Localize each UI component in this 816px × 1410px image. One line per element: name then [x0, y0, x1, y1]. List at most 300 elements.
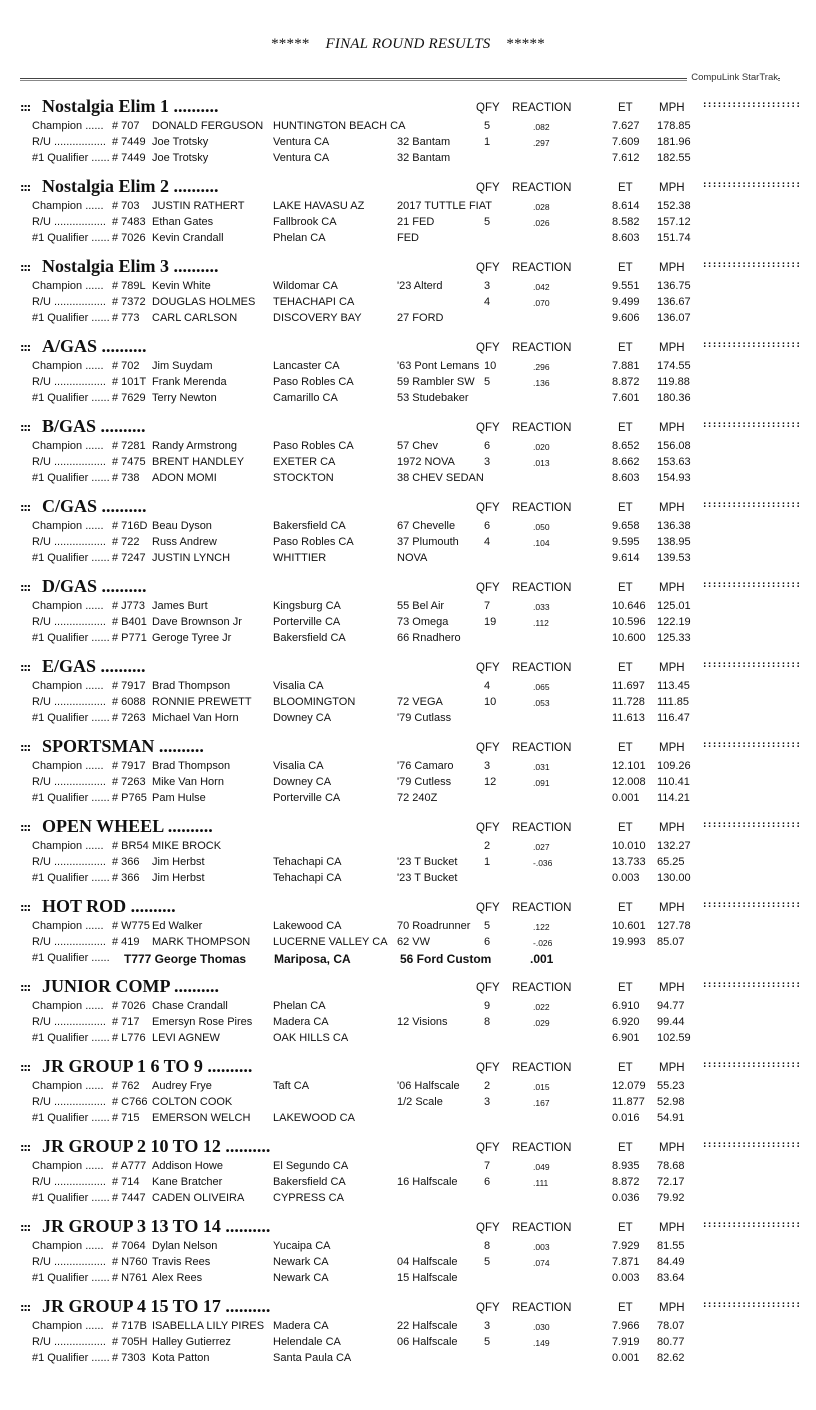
- header-reaction: REACTION: [512, 262, 572, 274]
- header-mph: MPH: [659, 982, 685, 994]
- result-row: [0, 280, 816, 296]
- hometown: Lancaster CA: [273, 360, 340, 372]
- reaction-time: .015: [533, 1082, 550, 1092]
- result-row: [0, 440, 816, 456]
- elapsed-time: 7.919: [612, 1336, 640, 1348]
- class-name: E/GAS ..........: [42, 656, 146, 676]
- vehicle: 12 Visions: [397, 1016, 448, 1028]
- car-number: # 707: [112, 120, 140, 132]
- grip-icon: :::: [20, 341, 31, 354]
- driver-name: MIKE BROCK: [152, 840, 222, 852]
- car-number: # 7483: [112, 216, 146, 228]
- hometown: Paso Robles CA: [273, 376, 354, 388]
- elapsed-time: 7.871: [612, 1256, 640, 1268]
- hometown: HUNTINGTON BEACH CA: [273, 120, 406, 132]
- speed-mph: 110.41: [657, 776, 690, 788]
- speed-mph: 72.17: [657, 1176, 685, 1188]
- hometown: Bakersfield CA: [273, 520, 346, 532]
- header-mph: MPH: [659, 102, 685, 114]
- hometown: Paso Robles CA: [273, 440, 354, 452]
- driver-name: ISABELLA LILY PIRES: [152, 1320, 265, 1332]
- finish-position: Champion ......: [32, 1320, 104, 1332]
- qualify-position: 19: [484, 616, 497, 628]
- hometown: BLOOMINGTON: [273, 696, 356, 708]
- speed-mph: 99.44: [657, 1016, 685, 1028]
- speed-mph: 181.96: [657, 136, 691, 148]
- section-header: [0, 336, 816, 358]
- finish-position: R/U .................: [32, 776, 106, 788]
- finish-position: Champion ......: [32, 120, 104, 132]
- header-qfy: QFY: [476, 902, 500, 914]
- elapsed-time: 12.101: [612, 760, 646, 772]
- driver-name: Pam Hulse: [152, 792, 206, 804]
- result-row: [0, 456, 816, 472]
- hometown: TEHACHAPI CA: [273, 296, 355, 308]
- elapsed-time: 8.603: [612, 472, 640, 484]
- elapsed-time: 7.627: [612, 120, 640, 132]
- header-reaction: REACTION: [512, 1302, 572, 1314]
- class-name: A/GAS ..........: [42, 336, 147, 356]
- qualify-position: 5: [484, 1256, 491, 1268]
- dot-grid-decoration: ::::::::::::::::::::: [702, 900, 801, 910]
- reaction-time: .049: [533, 1162, 550, 1172]
- finish-position: Champion ......: [32, 1240, 104, 1252]
- finish-position: #1 Qualifier ......: [32, 1272, 110, 1284]
- header-reaction: REACTION: [512, 502, 572, 514]
- header-et: ET: [618, 102, 633, 114]
- elapsed-time: 8.652: [612, 440, 640, 452]
- driver-name: CADEN OLIVEIRA: [152, 1192, 245, 1204]
- hometown: Kingsburg CA: [273, 600, 341, 612]
- vehicle: '23 T Bucket: [397, 856, 458, 868]
- vehicle: 72 VEGA: [397, 696, 443, 708]
- elapsed-time: 6.901: [612, 1032, 640, 1044]
- driver-name: Frank Merenda: [152, 376, 227, 388]
- elapsed-time: 11.697: [612, 680, 645, 692]
- result-row: [0, 840, 816, 856]
- title-stars-left: *****: [271, 36, 310, 52]
- driver-name: Kota Patton: [152, 1352, 210, 1364]
- speed-mph: 102.59: [657, 1032, 691, 1044]
- elapsed-time: 9.614: [612, 552, 640, 564]
- driver-name: Brad Thompson: [152, 680, 231, 692]
- reaction-time: .070: [533, 298, 550, 308]
- car-number: # 7263: [112, 712, 146, 724]
- car-number: # 705H: [112, 1336, 148, 1348]
- header-mph: MPH: [659, 742, 685, 754]
- car-number: # 7263: [112, 776, 146, 788]
- finish-position: #1 Qualifier ......: [32, 952, 110, 964]
- result-row: [0, 1240, 816, 1256]
- elapsed-time: 0.003: [612, 1272, 640, 1284]
- finish-position: R/U .................: [32, 1256, 106, 1268]
- result-row: [0, 1272, 816, 1288]
- finish-position: R/U .................: [32, 216, 106, 228]
- dot-grid-decoration: ::::::::::::::::::::: [702, 580, 801, 590]
- hometown: Newark CA: [273, 1272, 329, 1284]
- driver-name: RONNIE PREWETT: [152, 696, 252, 708]
- elapsed-time: 11.613: [612, 712, 645, 724]
- driver-name: BRENT HANDLEY: [152, 456, 245, 468]
- dot-grid-decoration: ::::::::::::::::::::: [702, 740, 801, 750]
- finish-position: #1 Qualifier ......: [32, 632, 110, 644]
- result-row: [0, 600, 816, 616]
- qualify-position: 1: [484, 856, 491, 868]
- hometown: Downey CA: [273, 712, 332, 724]
- header-et: ET: [618, 342, 633, 354]
- finish-position: #1 Qualifier ......: [32, 1032, 110, 1044]
- vehicle: 59 Rambler SW: [397, 376, 475, 388]
- car-number: # 7026: [112, 232, 146, 244]
- class-name: D/GAS ..........: [42, 576, 147, 596]
- dot-grid-decoration: ::::::::::::::::::::: [702, 420, 801, 430]
- grip-icon: :::: [20, 261, 31, 274]
- result-row: [0, 536, 816, 552]
- qualify-position: 3: [484, 1320, 491, 1332]
- speed-mph: 130.00: [657, 872, 691, 884]
- hometown: Ventura CA: [273, 136, 330, 148]
- result-row: [0, 216, 816, 232]
- qualify-position: 3: [484, 280, 491, 292]
- header-et: ET: [618, 1062, 633, 1074]
- dot-grid-decoration: ::::::::::::::::::::: [702, 260, 801, 270]
- header-qfy: QFY: [476, 342, 500, 354]
- header-reaction: REACTION: [512, 822, 572, 834]
- elapsed-time: 6.910: [612, 1000, 640, 1012]
- elapsed-time: 9.499: [612, 296, 640, 308]
- qualify-position: 4: [484, 680, 491, 692]
- car-number: # C766: [112, 1096, 148, 1108]
- grip-icon: :::: [20, 501, 31, 514]
- qualify-position: 4: [484, 536, 491, 548]
- header-reaction: REACTION: [512, 742, 572, 754]
- title-stars-right: *****: [506, 36, 545, 52]
- class-name: OPEN WHEEL ..........: [42, 816, 213, 836]
- grip-icon: :::: [20, 1301, 31, 1314]
- hometown: Paso Robles CA: [273, 536, 354, 548]
- qualify-position: 3: [484, 760, 491, 772]
- dot-grid-decoration: ::::::::::::::::::::: [702, 1220, 801, 1230]
- result-row: [0, 1080, 816, 1096]
- car-number: # 7629: [112, 392, 146, 404]
- header-reaction: REACTION: [512, 102, 572, 114]
- speed-mph: 151.74: [657, 232, 691, 244]
- speed-mph: 79.92: [657, 1192, 685, 1204]
- speed-mph: 55.23: [657, 1080, 685, 1092]
- finish-position: Champion ......: [32, 680, 104, 692]
- speed-mph: 153.63: [657, 456, 691, 468]
- driver-name: Michael Van Horn: [152, 712, 239, 724]
- reaction-time: .112: [533, 618, 549, 628]
- elapsed-time: 10.600: [612, 632, 646, 644]
- header-qfy: QFY: [476, 662, 500, 674]
- grip-icon: :::: [20, 1221, 31, 1234]
- reaction-time: .053: [533, 698, 550, 708]
- header-qfy: QFY: [476, 742, 500, 754]
- finish-position: R/U .................: [32, 616, 106, 628]
- section-header: [0, 96, 816, 118]
- vehicle: '23 Alterd: [397, 280, 443, 292]
- hometown: Ventura CA: [273, 152, 330, 164]
- qualify-position: 6: [484, 936, 491, 948]
- class-section: [0, 1136, 816, 1216]
- header-mph: MPH: [659, 822, 685, 834]
- result-row: [0, 232, 816, 248]
- qualify-position: 6: [484, 440, 491, 452]
- header-mph: MPH: [659, 502, 685, 514]
- result-row: [0, 872, 816, 888]
- elapsed-time: 11.877: [612, 1096, 645, 1108]
- car-number: # 7917: [112, 680, 146, 692]
- section-header: [0, 1296, 816, 1318]
- driver-name: Geroge Tyree Jr: [152, 632, 232, 644]
- class-section: [0, 1056, 816, 1136]
- finish-position: R/U .................: [32, 296, 106, 308]
- reaction-time: .020: [533, 442, 550, 452]
- result-row: [0, 136, 816, 152]
- result-row: [0, 1336, 816, 1352]
- header-et: ET: [618, 902, 633, 914]
- finish-position: R/U .................: [32, 1016, 106, 1028]
- header-qfy: QFY: [476, 102, 500, 114]
- brand-label: CompuLink StarTrak: [687, 72, 778, 83]
- car-number: # N761: [112, 1272, 148, 1284]
- header-reaction: REACTION: [512, 982, 572, 994]
- car-number: # 717B: [112, 1320, 147, 1332]
- qualify-position: 8: [484, 1016, 491, 1028]
- vehicle: 04 Halfscale: [397, 1256, 458, 1268]
- elapsed-time: 8.662: [612, 456, 640, 468]
- hometown: El Segundo CA: [273, 1160, 349, 1172]
- car-number: # 717: [112, 1016, 140, 1028]
- driver-name: Dave Brownson Jr: [152, 616, 242, 628]
- vehicle: 73 Omega: [397, 616, 449, 628]
- elapsed-time: 10.596: [612, 616, 646, 628]
- vehicle: 16 Halfscale: [397, 1176, 458, 1188]
- speed-mph: 78.07: [657, 1320, 685, 1332]
- elapsed-time: 8.582: [612, 216, 640, 228]
- elapsed-time: 7.881: [612, 360, 640, 372]
- title-text: FINAL ROUND RESULTS: [325, 36, 491, 52]
- grip-icon: :::: [20, 181, 31, 194]
- speed-mph: 132.27: [657, 840, 691, 852]
- elapsed-time: 0.003: [612, 872, 640, 884]
- car-number: # 762: [112, 1080, 140, 1092]
- speed-mph: 109.26: [657, 760, 691, 772]
- finish-position: Champion ......: [32, 1160, 104, 1172]
- speed-mph: 83.64: [657, 1272, 685, 1284]
- reaction-time: .104: [533, 538, 550, 548]
- result-row: [0, 760, 816, 776]
- car-number: # 419: [112, 936, 140, 948]
- car-number: # 101T: [112, 376, 147, 388]
- reaction-time: .031: [533, 762, 550, 772]
- driver-name: JUSTIN LYNCH: [152, 552, 231, 564]
- driver-name: Jim Suydam: [152, 360, 213, 372]
- section-header: [0, 576, 816, 598]
- header-qfy: QFY: [476, 982, 500, 994]
- speed-mph: 80.77: [657, 1336, 685, 1348]
- vehicle: 38 CHEV SEDAN: [397, 472, 484, 484]
- class-section: [0, 896, 816, 976]
- reaction-time: .082: [533, 122, 550, 132]
- qualify-position: 4: [484, 296, 491, 308]
- finish-position: Champion ......: [32, 840, 104, 852]
- class-name: JR GROUP 1 6 TO 9 ..........: [42, 1056, 253, 1076]
- car-number: # L776: [112, 1032, 146, 1044]
- speed-mph: 136.38: [657, 520, 691, 532]
- vehicle: 70 Roadrunner: [397, 920, 471, 932]
- hometown: LAKEWOOD CA: [273, 1112, 355, 1124]
- car-number: # N760: [112, 1256, 148, 1268]
- class-section: [0, 256, 816, 336]
- class-name: JUNIOR COMP ..........: [42, 976, 219, 996]
- speed-mph: 116.47: [657, 712, 690, 724]
- elapsed-time: 13.733: [612, 856, 646, 868]
- finish-position: #1 Qualifier ......: [32, 392, 110, 404]
- dot-grid-decoration: ::::::::::::::::::::: [702, 1300, 801, 1310]
- car-number: # 7449: [112, 152, 146, 164]
- finish-position: R/U .................: [32, 696, 106, 708]
- elapsed-time: 0.001: [612, 1352, 640, 1364]
- finish-position: #1 Qualifier ......: [32, 1352, 110, 1364]
- car-number: # 366: [112, 872, 140, 884]
- header-et: ET: [618, 742, 633, 754]
- speed-mph: 152.38: [657, 200, 691, 212]
- qualify-position: 7: [484, 1160, 491, 1172]
- header-mph: MPH: [659, 262, 685, 274]
- grip-icon: :::: [20, 981, 31, 994]
- driver-name: Addison Howe: [152, 1160, 223, 1172]
- car-number: # 773: [112, 312, 140, 324]
- vehicle: 57 Chev: [397, 440, 438, 452]
- dot-grid-decoration: ::::::::::::::::::::: [702, 500, 801, 510]
- result-row: [0, 696, 816, 712]
- car-number: # 7372: [112, 296, 146, 308]
- car-number: # W775: [112, 920, 150, 932]
- qualify-position: 3: [484, 456, 491, 468]
- results-list: [0, 96, 816, 1376]
- reaction-time: .122: [533, 922, 550, 932]
- vehicle: 15 Halfscale: [397, 1272, 458, 1284]
- driver-name: Emersyn Rose Pires: [152, 1016, 253, 1028]
- finish-position: Champion ......: [32, 520, 104, 532]
- reaction-time: .136: [533, 378, 550, 388]
- elapsed-time: 7.929: [612, 1240, 640, 1252]
- vehicle: 1972 NOVA: [397, 456, 455, 468]
- hometown: Santa Paula CA: [273, 1352, 352, 1364]
- class-section: [0, 416, 816, 496]
- reaction-time: .026: [533, 218, 550, 228]
- finish-position: R/U .................: [32, 376, 106, 388]
- reaction-time: .030: [533, 1322, 550, 1332]
- elapsed-time: 9.551: [612, 280, 640, 292]
- result-row: [0, 1112, 816, 1128]
- elapsed-time: 8.614: [612, 200, 640, 212]
- reaction-time: .065: [533, 682, 550, 692]
- header-mph: MPH: [659, 1062, 685, 1074]
- header-qfy: QFY: [476, 262, 500, 274]
- vehicle: '06 Halfscale: [397, 1080, 460, 1092]
- dot-grid-decoration: ::::::::::::::::::::: [702, 1060, 801, 1070]
- header-qfy: QFY: [476, 1222, 500, 1234]
- hometown: OAK HILLS CA: [273, 1032, 349, 1044]
- qualify-position: 5: [484, 920, 491, 932]
- car-number: # 7247: [112, 552, 146, 564]
- hometown: Bakersfield CA: [273, 1176, 346, 1188]
- header-reaction: REACTION: [512, 902, 572, 914]
- vehicle: '79 Cutless: [397, 776, 452, 788]
- hometown: Mariposa, CA: [274, 952, 351, 966]
- header-et: ET: [618, 262, 633, 274]
- finish-position: R/U .................: [32, 1336, 106, 1348]
- grip-icon: :::: [20, 421, 31, 434]
- section-header: [0, 256, 816, 278]
- speed-mph: 78.68: [657, 1160, 685, 1172]
- header-et: ET: [618, 582, 633, 594]
- driver-name: Kevin Crandall: [152, 232, 224, 244]
- driver-name: James Burt: [152, 600, 208, 612]
- driver-name: Joe Trotsky: [152, 152, 209, 164]
- elapsed-time: 8.872: [612, 376, 640, 388]
- finish-position: Champion ......: [32, 200, 104, 212]
- result-row: [0, 552, 816, 568]
- hometown: Downey CA: [273, 776, 332, 788]
- header-qfy: QFY: [476, 502, 500, 514]
- result-row: [0, 152, 816, 168]
- header-et: ET: [618, 1302, 633, 1314]
- finish-position: Champion ......: [32, 1080, 104, 1092]
- grip-icon: :::: [20, 1141, 31, 1154]
- speed-mph: 136.67: [657, 296, 691, 308]
- result-row: [0, 1000, 816, 1016]
- header-et: ET: [618, 822, 633, 834]
- car-number: # BR54: [112, 840, 149, 852]
- hometown: Taft CA: [273, 1080, 310, 1092]
- class-section: [0, 656, 816, 736]
- driver-name: DONALD FERGUSON: [152, 120, 264, 132]
- hometown: Yucaipa CA: [273, 1240, 331, 1252]
- vehicle: 32 Bantam: [397, 136, 451, 148]
- header-qfy: QFY: [476, 1062, 500, 1074]
- dot-grid-decoration: ::::::::::::::::::::: [702, 1140, 801, 1150]
- result-row: [0, 680, 816, 696]
- section-header: [0, 976, 816, 998]
- grip-icon: :::: [20, 661, 31, 674]
- speed-mph: 94.77: [657, 1000, 685, 1012]
- class-name: Nostalgia Elim 1 ..........: [42, 96, 219, 116]
- result-row: [0, 120, 816, 136]
- driver-name: Beau Dyson: [152, 520, 212, 532]
- car-number: # 366: [112, 856, 140, 868]
- class-section: [0, 176, 816, 256]
- reaction-time: .074: [533, 1258, 550, 1268]
- hometown: CYPRESS CA: [273, 1192, 344, 1204]
- speed-mph: 156.08: [657, 440, 691, 452]
- hometown: Lakewood CA: [273, 920, 342, 932]
- elapsed-time: 0.016: [612, 1112, 640, 1124]
- result-row: [0, 360, 816, 376]
- speed-mph: 178.85: [657, 120, 691, 132]
- car-number: # 7447: [112, 1192, 146, 1204]
- finish-position: R/U .................: [32, 456, 106, 468]
- section-header: [0, 816, 816, 838]
- car-number: # J773: [112, 600, 146, 612]
- reaction-time: .091: [533, 778, 550, 788]
- header-et: ET: [618, 1222, 633, 1234]
- section-header: [0, 736, 816, 758]
- class-name: JR GROUP 2 10 TO 12 ..........: [42, 1136, 271, 1156]
